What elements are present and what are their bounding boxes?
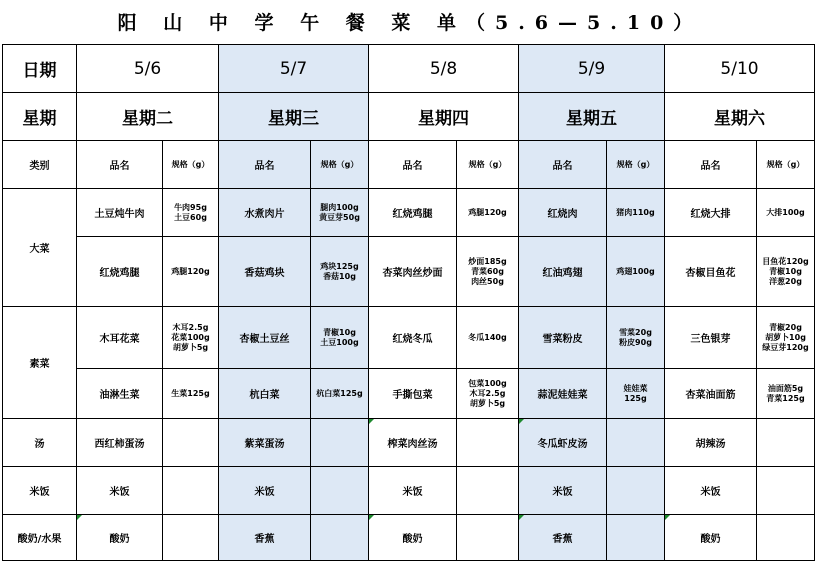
dish-name: 土豆炖牛肉 xyxy=(77,189,163,237)
dish-name: 红烧冬瓜 xyxy=(369,307,457,369)
date-cell: 5/10 xyxy=(665,45,815,93)
dessert-row xyxy=(3,515,815,561)
veg-dish-row xyxy=(3,369,815,419)
dish-spec: 娃娃菜 125g xyxy=(607,369,665,419)
soup-name: 胡辣汤 xyxy=(665,419,757,467)
dish-spec: 牛肉95g 土豆60g xyxy=(163,189,219,237)
name-header: 品名 xyxy=(519,141,607,189)
dish-spec: 目鱼花120g 青椒10g 洋葱20g xyxy=(757,237,815,307)
spec-header: 规格（g） xyxy=(311,141,369,189)
spec-header: 规格（g） xyxy=(607,141,665,189)
date-cell: 5/9 xyxy=(519,45,665,93)
empty-spec xyxy=(311,419,369,467)
rice-name: 米饭 xyxy=(219,467,311,515)
rice-name: 米饭 xyxy=(665,467,757,515)
category-veg: 素菜 xyxy=(3,307,77,419)
soup-name: 紫菜蛋汤 xyxy=(219,419,311,467)
soup-name: 榨菜肉丝汤 xyxy=(369,419,457,467)
weekday-label: 星期 xyxy=(3,93,77,141)
name-header: 品名 xyxy=(219,141,311,189)
weekday-cell: 星期五 xyxy=(519,93,665,141)
dish-name: 红烧大排 xyxy=(665,189,757,237)
category-dessert: 酸奶/水果 xyxy=(3,515,77,561)
dessert-name: 香蕉 xyxy=(219,515,311,561)
menu-title: 阳 山 中 学 午 餐 菜 单（5.6—5.10） xyxy=(117,12,703,34)
empty-spec xyxy=(757,467,815,515)
category-soup: 汤 xyxy=(3,419,77,467)
weekday-cell: 星期三 xyxy=(219,93,369,141)
dish-name: 杏菜油面筋 xyxy=(665,369,757,419)
empty-spec xyxy=(457,419,519,467)
rice-row xyxy=(3,467,815,515)
empty-spec xyxy=(757,515,815,561)
spec-header: 规格（g） xyxy=(163,141,219,189)
dish-name: 杭白菜 xyxy=(219,369,311,419)
category-rice: 米饭 xyxy=(3,467,77,515)
dessert-name: 酸奶 xyxy=(369,515,457,561)
dish-name: 木耳花菜 xyxy=(77,307,163,369)
menu-table xyxy=(2,44,815,561)
empty-spec xyxy=(163,467,219,515)
dessert-name: 酸奶 xyxy=(77,515,163,561)
dish-spec: 猪肉110g xyxy=(607,189,665,237)
dish-spec: 青椒20g 胡萝卜10g 绿豆芽120g xyxy=(757,307,815,369)
dish-spec: 杭白菜125g xyxy=(311,369,369,419)
weekday-cell: 星期六 xyxy=(665,93,815,141)
date-cell: 5/8 xyxy=(369,45,519,93)
dish-name: 红油鸡翅 xyxy=(519,237,607,307)
weekday-cell: 星期四 xyxy=(369,93,519,141)
dish-name: 杏椒土豆丝 xyxy=(219,307,311,369)
soup-row xyxy=(3,419,815,467)
empty-spec xyxy=(163,419,219,467)
dish-spec: 腿肉100g 黄豆芽50g xyxy=(311,189,369,237)
date-row xyxy=(3,45,815,93)
main-dish-row xyxy=(3,237,815,307)
column-header-row xyxy=(3,141,815,189)
empty-spec xyxy=(311,467,369,515)
dish-spec: 青椒10g 土豆100g xyxy=(311,307,369,369)
dessert-name: 香蕉 xyxy=(519,515,607,561)
date-cell: 5/7 xyxy=(219,45,369,93)
dish-name: 红烧肉 xyxy=(519,189,607,237)
soup-name: 冬瓜虾皮汤 xyxy=(519,419,607,467)
dish-spec: 鸡腿120g xyxy=(457,189,519,237)
empty-spec xyxy=(607,467,665,515)
dish-name: 油淋生菜 xyxy=(77,369,163,419)
dish-name: 三色银芽 xyxy=(665,307,757,369)
dish-spec: 鸡块125g 香菇10g xyxy=(311,237,369,307)
empty-spec xyxy=(457,515,519,561)
empty-spec xyxy=(311,515,369,561)
dish-spec: 大排100g xyxy=(757,189,815,237)
empty-spec xyxy=(607,419,665,467)
name-header: 品名 xyxy=(369,141,457,189)
dish-name: 香菇鸡块 xyxy=(219,237,311,307)
dish-spec: 生菜125g xyxy=(163,369,219,419)
spec-header: 规格（g） xyxy=(757,141,815,189)
dish-name: 红烧鸡腿 xyxy=(77,237,163,307)
rice-name: 米饭 xyxy=(519,467,607,515)
dish-spec: 油面筋5g 青菜125g xyxy=(757,369,815,419)
veg-dish-row xyxy=(3,307,815,369)
dish-name: 杏椒目鱼花 xyxy=(665,237,757,307)
dish-spec: 雪菜20g 粉皮90g xyxy=(607,307,665,369)
rice-name: 米饭 xyxy=(77,467,163,515)
dish-name: 杏菜肉丝炒面 xyxy=(369,237,457,307)
dish-name: 手撕包菜 xyxy=(369,369,457,419)
spec-header: 规格（g） xyxy=(457,141,519,189)
soup-name: 西红柿蛋汤 xyxy=(77,419,163,467)
dish-name: 蒜泥娃娃菜 xyxy=(519,369,607,419)
main-dish-row xyxy=(3,189,815,237)
date-label: 日期 xyxy=(3,45,77,93)
empty-spec xyxy=(163,515,219,561)
weekday-cell: 星期二 xyxy=(77,93,219,141)
dish-spec: 冬瓜140g xyxy=(457,307,519,369)
name-header: 品名 xyxy=(77,141,163,189)
date-cell: 5/6 xyxy=(77,45,219,93)
dish-spec: 鸡翅100g xyxy=(607,237,665,307)
name-header: 品名 xyxy=(665,141,757,189)
dish-name: 水煮肉片 xyxy=(219,189,311,237)
dish-name: 雪菜粉皮 xyxy=(519,307,607,369)
dessert-name: 酸奶 xyxy=(665,515,757,561)
category-main: 大菜 xyxy=(3,189,77,307)
dish-spec: 鸡腿120g xyxy=(163,237,219,307)
weekday-row xyxy=(3,93,815,141)
empty-spec xyxy=(757,419,815,467)
dish-spec: 炒面185g 青菜60g 肉丝50g xyxy=(457,237,519,307)
empty-spec xyxy=(607,515,665,561)
category-label: 类别 xyxy=(3,141,77,189)
empty-spec xyxy=(457,467,519,515)
dish-spec: 包菜100g 木耳2.5g 胡萝卜5g xyxy=(457,369,519,419)
dish-spec: 木耳2.5g 花菜100g 胡萝卜5g xyxy=(163,307,219,369)
dish-name: 红烧鸡腿 xyxy=(369,189,457,237)
rice-name: 米饭 xyxy=(369,467,457,515)
